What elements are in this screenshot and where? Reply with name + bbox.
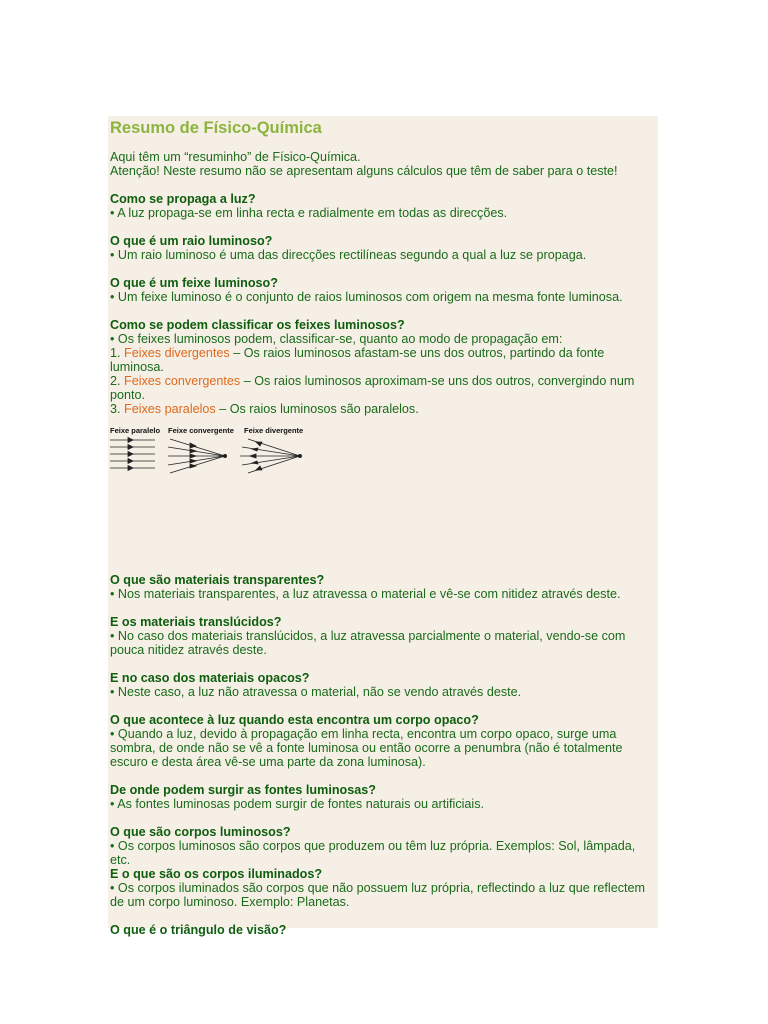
answer: • Um feixe luminoso é o conjunto de raios luminosos com origem na mesma fonte luminosa.: [110, 290, 623, 304]
label-parallel: Feixe paralelo: [110, 426, 161, 435]
qa-opaque-body: [110, 713, 656, 769]
qa-light-ray: [110, 234, 656, 262]
qa-beam-classification: [110, 318, 656, 416]
list-item: [110, 346, 656, 374]
label-convergent: Feixe convergente: [168, 426, 234, 435]
beam-types-illustration: [110, 427, 310, 487]
list-item: [110, 402, 656, 416]
question: Como se podem classificar os feixes luminosos?: [110, 318, 405, 332]
question: Como se propaga a luz?: [110, 192, 256, 206]
highlight-term: Feixes paralelos: [124, 402, 216, 416]
qa-transparent: [110, 573, 656, 601]
question: O que é o triângulo de visão?: [110, 923, 287, 937]
answer: • Um raio luminoso é uma das direcções rectilíneas segundo a qual a luz se propaga.: [110, 248, 587, 262]
light-beams-diagram: [110, 427, 656, 559]
parallel-beam: [110, 438, 155, 471]
answer: • Os corpos luminosos são corpos que produzem ou têm luz própria. Exemplos: Sol, lâmpada, etc.: [110, 839, 636, 867]
item-number: 1.: [110, 346, 125, 360]
qa-light-beam: [110, 276, 656, 304]
question: O que são corpos luminosos?: [110, 825, 291, 839]
qa-vision-triangle: [110, 923, 656, 937]
intro: [110, 150, 656, 178]
item-description: – Os raios luminosos afastam-se uns dos outros, partindo da fonte luminosa.: [110, 346, 605, 374]
document-page: [108, 116, 658, 937]
answer: • A luz propaga-se em linha recta e radialmente em todas as direcções.: [110, 206, 508, 220]
answer: • Neste caso, a luz não atravessa o material, não se vendo através deste.: [110, 685, 522, 699]
qa-opaque: [110, 671, 656, 699]
answer: • Quando a luz, devido à propagação em linha recta, encontra um corpo opaco, surge uma sombra, de onde não se vê a fonte luminosa ou então ocorre a penumbra (não é totalmente escuro e desta área vê-se uma parte da zona luminosa).: [110, 727, 623, 769]
answer: • Nos materiais transparentes, a luz atravessa o material e vê-se com nitidez através deste.: [110, 587, 621, 601]
answer: • Os corpos iluminados são corpos que não possuem luz própria, reflectindo a luz que reflectem de um corpo luminoso. Exemplo: Planetas.: [110, 881, 646, 909]
intro-line: Aqui têm um “resuminho” de Físico-Química.: [110, 150, 361, 164]
qa-luminous-bodies: [110, 825, 656, 909]
question: E os materiais translúcidos?: [110, 615, 282, 629]
item-description: – Os raios luminosos são paralelos.: [215, 402, 419, 416]
question: O que são materiais transparentes?: [110, 573, 325, 587]
label-divergent: Feixe divergente: [244, 426, 304, 435]
item-number: 2.: [110, 374, 125, 388]
question: E no caso dos materiais opacos?: [110, 671, 310, 685]
qa-propagation: [110, 192, 656, 220]
answer: • As fontes luminosas podem surgir de fontes naturais ou artificiais.: [110, 797, 485, 811]
qa-light-sources: [110, 783, 656, 811]
answer: • Os feixes luminosos podem, classificar-se, quanto ao modo de propagação em:: [110, 332, 563, 346]
highlight-term: Feixes convergentes: [124, 374, 241, 388]
question: O que acontece à luz quando esta encontra um corpo opaco?: [110, 713, 479, 727]
convergent-beam: [168, 439, 227, 473]
item-description: – Os raios luminosos aproximam-se uns dos outros, convergindo num ponto.: [110, 374, 635, 402]
qa-translucent: [110, 615, 656, 657]
question: O que é um raio luminoso?: [110, 234, 273, 248]
item-number: 3.: [110, 402, 125, 416]
list-item: [110, 374, 656, 402]
answer: • No caso dos materiais translúcidos, a luz atravessa parcialmente o material, vendo-se com pouca nitidez através deste.: [110, 629, 626, 657]
highlight-term: Feixes divergentes: [124, 346, 230, 360]
question: O que é um feixe luminoso?: [110, 276, 278, 290]
document-title: Resumo de Físico-Química: [110, 119, 322, 137]
question: E o que são os corpos iluminados?: [110, 867, 323, 881]
question: De onde podem surgir as fontes luminosas?: [110, 783, 376, 797]
divergent-beam: [240, 439, 302, 473]
intro-line: Atenção! Neste resumo não se apresentam alguns cálculos que têm de saber para o teste!: [110, 164, 618, 178]
